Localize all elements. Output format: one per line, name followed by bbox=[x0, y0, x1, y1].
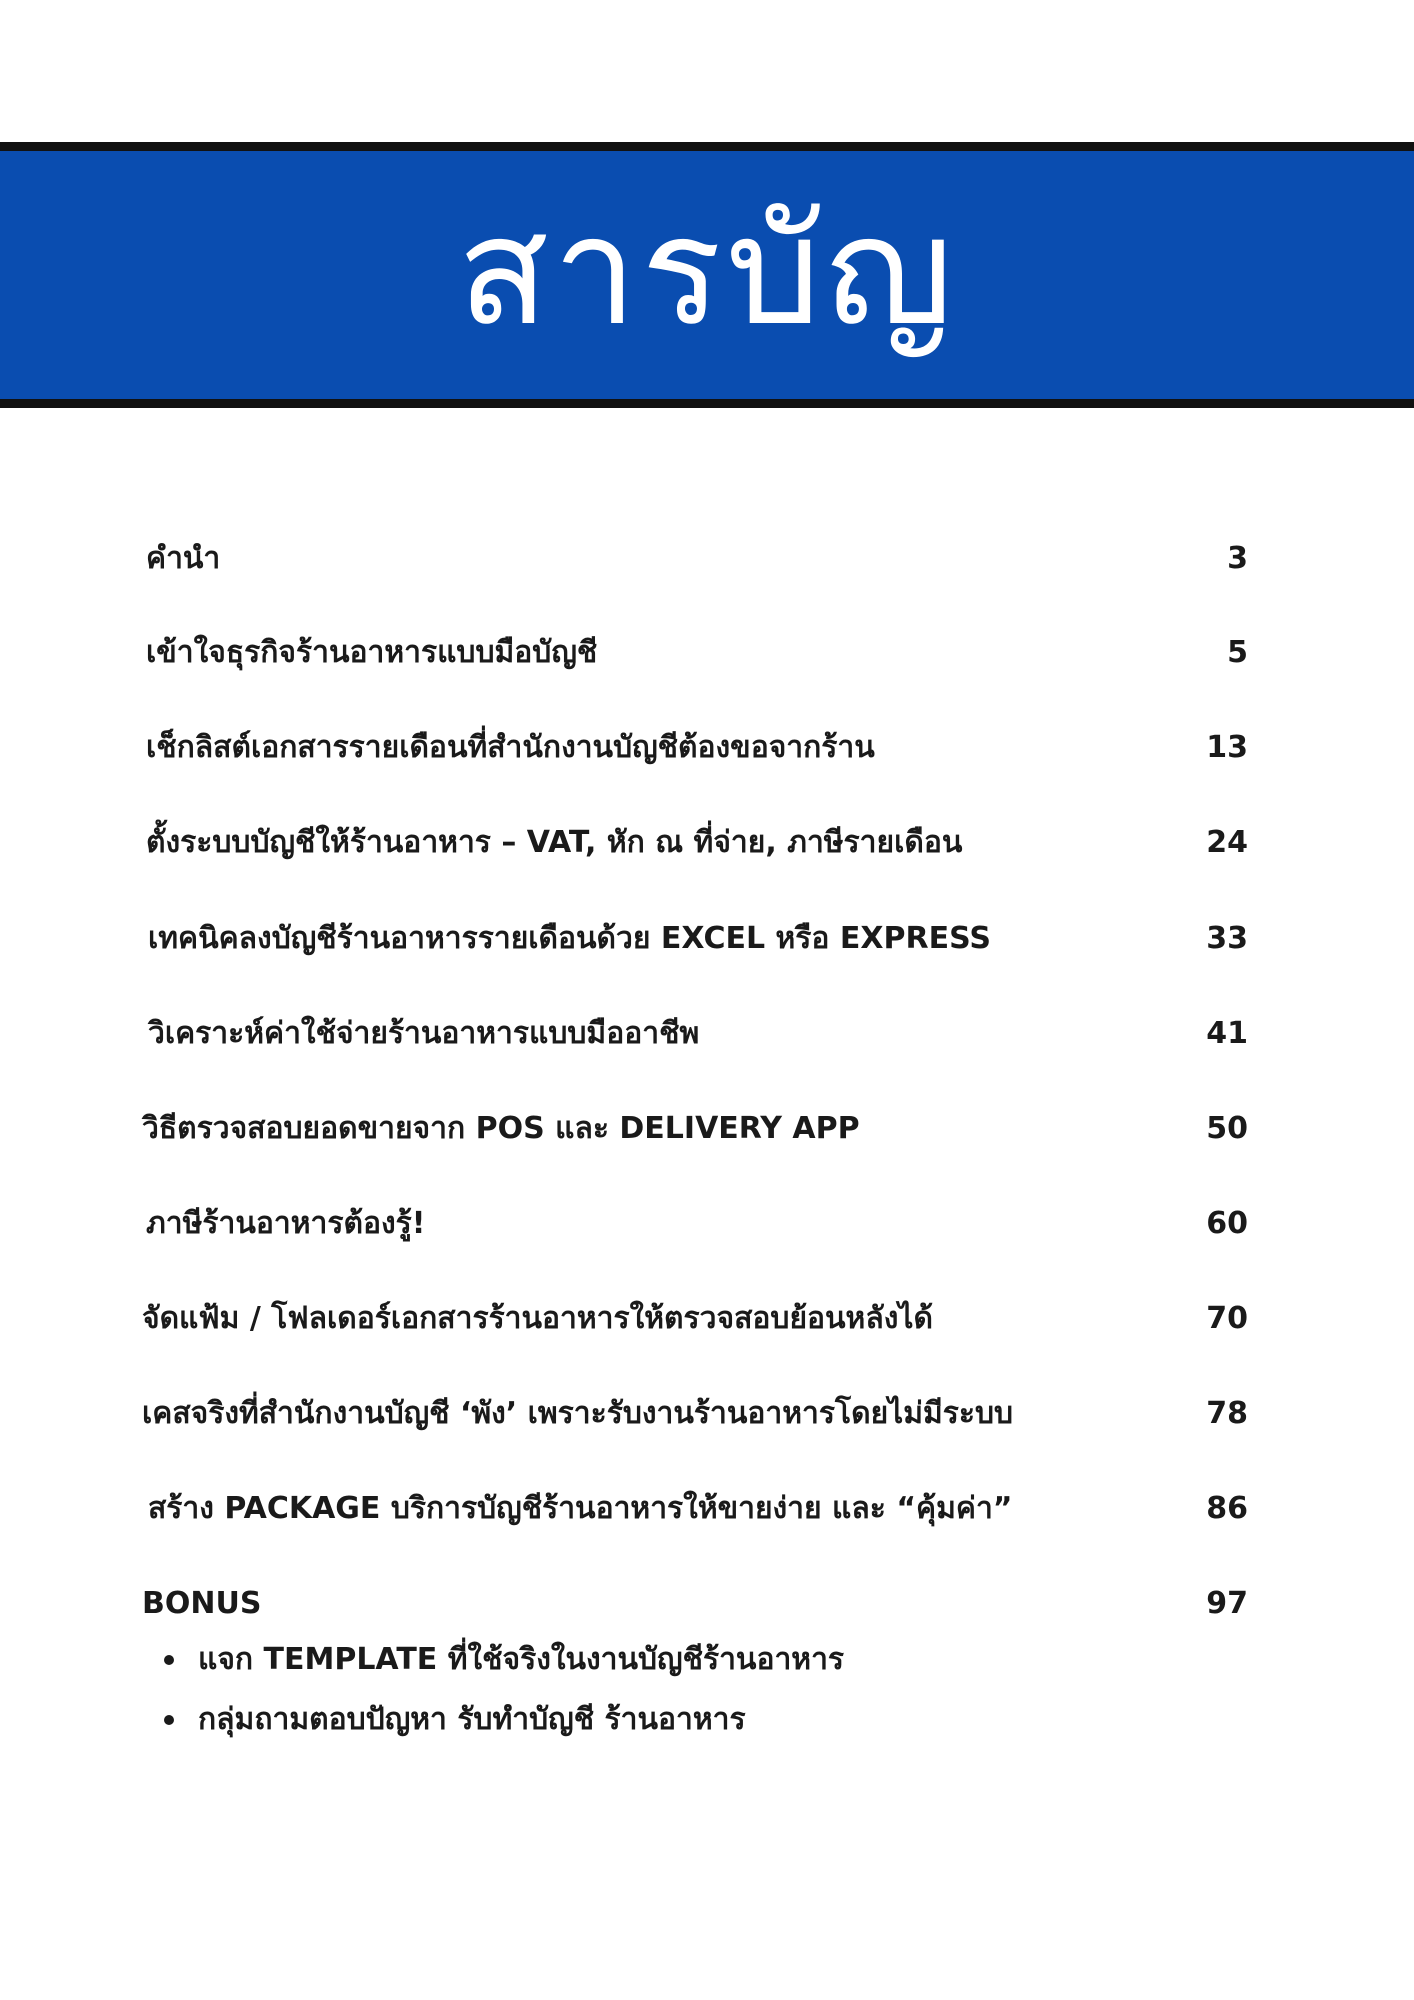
toc-entry-title: BONUS bbox=[142, 1586, 262, 1621]
toc-entry-title: ตั้งระบบบัญชีให้ร้านอาหาร – VAT, หัก ณ ที่จ่าย, ภาษีรายเดือน bbox=[146, 825, 963, 860]
toc-entry-title: วิเคราะห์ค่าใช้จ่ายร้านอาหารแบบมืออาชีพ bbox=[148, 1016, 700, 1051]
bullet-icon bbox=[164, 1715, 174, 1725]
toc-entry[interactable] bbox=[0, 529, 1414, 589]
page-title: สารบัญ bbox=[457, 185, 957, 359]
bullet-icon bbox=[164, 1655, 174, 1665]
toc-entry-title: เคสจริงที่สำนักงานบัญชี ‘พัง’ เพราะรับงานร้านอาหารโดยไม่มีระบบ bbox=[142, 1396, 1014, 1431]
toc-entry-page: 86 bbox=[1206, 1491, 1248, 1526]
toc-entry[interactable] bbox=[0, 813, 1414, 873]
toc-entry[interactable] bbox=[0, 1099, 1414, 1159]
toc-entry-page: 41 bbox=[1206, 1016, 1248, 1051]
toc-entry-page: 33 bbox=[1206, 921, 1248, 956]
toc-entry[interactable] bbox=[0, 1004, 1414, 1064]
bonus-list-item bbox=[160, 1690, 844, 1750]
toc-entry-title: จัดแฟ้ม / โฟลเดอร์เอกสารร้านอาหารให้ตรวจสอบย้อนหลังได้ bbox=[142, 1301, 933, 1336]
bonus-item-label: แจก TEMPLATE ที่ใช้จริงในงานบัญชีร้านอาหาร bbox=[198, 1642, 845, 1677]
bonus-list-item bbox=[160, 1630, 844, 1690]
toc-entry-page: 50 bbox=[1206, 1111, 1248, 1146]
toc-entry-title: เช็กลิสต์เอกสารรายเดือนที่สำนักงานบัญชีต้องขอจากร้าน bbox=[146, 730, 875, 765]
toc-entry-title: คำนำ bbox=[146, 541, 221, 576]
toc-entry-title: วิธีตรวจสอบยอดขายจาก POS และ DELIVERY APP bbox=[142, 1111, 860, 1146]
toc-entry-page: 24 bbox=[1206, 825, 1248, 860]
toc-entry-page: 97 bbox=[1206, 1586, 1248, 1621]
toc-entry-page: 13 bbox=[1206, 730, 1248, 765]
toc-entry[interactable] bbox=[0, 718, 1414, 778]
toc-entry-page: 5 bbox=[1227, 635, 1248, 670]
bonus-list bbox=[160, 1630, 844, 1750]
toc-entry[interactable] bbox=[0, 1479, 1414, 1539]
toc-entry[interactable] bbox=[0, 1194, 1414, 1254]
toc-entry-title: เทคนิคลงบัญชีร้านอาหารรายเดือนด้วย EXCEL หรือ EXPRESS bbox=[148, 921, 991, 956]
bonus-item-label: กลุ่มถามตอบปัญหา รับทำบัญชี ร้านอาหาร bbox=[198, 1702, 746, 1737]
toc-entry-bonus[interactable] bbox=[0, 1574, 1414, 1634]
toc-entry[interactable] bbox=[0, 623, 1414, 683]
toc-entry-page: 3 bbox=[1227, 541, 1248, 576]
toc-entry-title: ภาษีร้านอาหารต้องรู้! bbox=[146, 1206, 426, 1241]
toc-entry[interactable] bbox=[0, 909, 1414, 969]
toc-entry-title: สร้าง PACKAGE บริการบัญชีร้านอาหารให้ขายง่าย และ “คุ้มค่า” bbox=[148, 1491, 1013, 1526]
toc-entry-page: 70 bbox=[1206, 1301, 1248, 1336]
toc-entry-title: เข้าใจธุรกิจร้านอาหารแบบมือบัญชี bbox=[146, 635, 598, 670]
toc-entry[interactable] bbox=[0, 1289, 1414, 1349]
toc-entry[interactable] bbox=[0, 1384, 1414, 1444]
toc-entry-page: 60 bbox=[1206, 1206, 1248, 1241]
toc-entry-page: 78 bbox=[1206, 1396, 1248, 1431]
